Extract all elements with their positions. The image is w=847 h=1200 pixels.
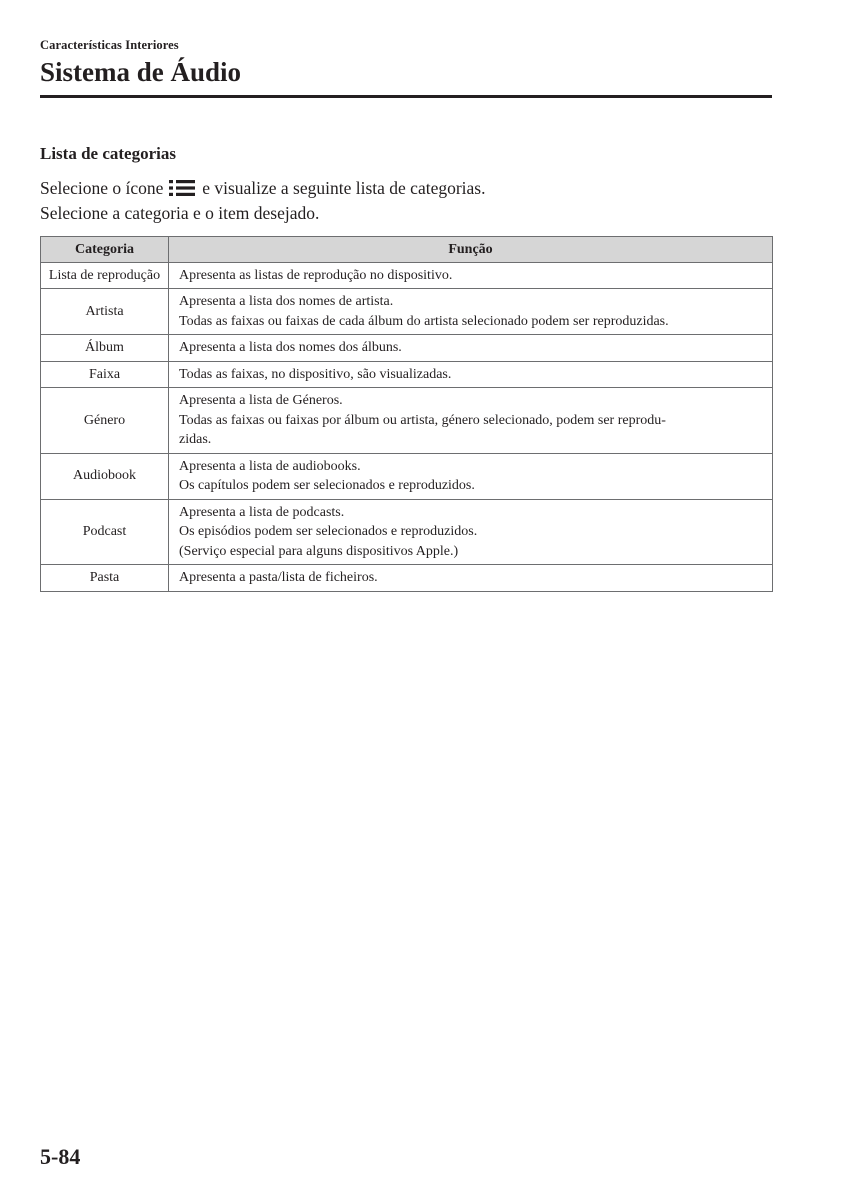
function-cell — [169, 565, 773, 592]
category-cell: Artista — [41, 289, 169, 335]
running-head: Características Interiores — [40, 38, 179, 52]
function-line: Apresenta a lista de Géneros. — [179, 393, 343, 408]
category-cell: Género — [41, 388, 169, 454]
function-line: Apresenta a lista de podcasts. — [179, 504, 345, 520]
function-line: Apresenta a lista de audiobooks. — [179, 458, 361, 474]
function-cell — [169, 335, 773, 362]
page-title: Sistema de Áudio — [40, 57, 242, 87]
table-row — [41, 262, 773, 289]
category-cell: Podcast — [41, 499, 169, 565]
header-funcao: Função — [169, 237, 773, 263]
function-line: Apresenta a lista dos nomes dos álbuns. — [179, 340, 402, 355]
category-cell: Faixa — [41, 361, 169, 388]
table-row — [41, 289, 773, 335]
intro-line-1 — [40, 176, 485, 201]
table-row — [41, 453, 773, 499]
function-line: Apresenta as listas de reprodução no dispositivo. — [179, 267, 453, 283]
category-cell: Álbum — [41, 335, 169, 362]
function-line: zidas. — [179, 432, 212, 447]
function-line: (Serviço especial para alguns dispositivos Apple.) — [179, 543, 459, 559]
function-line: Os capítulos podem ser selecionados e reproduzidos. — [179, 478, 475, 493]
function-line: Apresenta a pasta/lista de ficheiros. — [179, 570, 378, 585]
table-row — [41, 388, 773, 454]
function-cell — [169, 453, 773, 499]
intro-before-icon: Selecione o ícone — [40, 178, 164, 198]
function-cell — [169, 289, 773, 335]
category-cell: Pasta — [41, 565, 169, 592]
intro-text — [40, 176, 485, 226]
intro-after-icon: e visualize a seguinte lista de categorias. — [202, 178, 486, 198]
header-categoria: Categoria — [41, 237, 169, 263]
function-line: Todas as faixas ou faixas de cada álbum do artista selecionado podem ser reproduzidas. — [179, 313, 669, 329]
function-cell — [169, 361, 773, 388]
category-cell: Lista de reprodução — [41, 262, 169, 289]
table-row — [41, 361, 773, 388]
page-number: 5-84 — [40, 1144, 81, 1169]
table-row — [41, 335, 773, 362]
category-table — [40, 236, 773, 592]
title-rule — [40, 95, 772, 98]
function-line: Todas as faixas ou faixas por álbum ou artista, género selecionado, podem ser reprodu- — [179, 412, 666, 428]
function-cell — [169, 388, 773, 454]
function-cell — [169, 262, 773, 289]
function-cell — [169, 499, 773, 565]
function-line: Apresenta a lista dos nomes de artista. — [179, 294, 394, 309]
function-line: Os episódios podem ser selecionados e reproduzidos. — [179, 524, 478, 539]
section-heading: Lista de categorias — [40, 144, 176, 163]
table-row — [41, 565, 773, 592]
category-cell: Audiobook — [41, 453, 169, 499]
table-row — [41, 499, 773, 565]
function-line: Todas as faixas, no dispositivo, são visualizadas. — [179, 366, 452, 382]
intro-line-2: Selecione a categoria e o item desejado. — [40, 203, 320, 223]
list-menu-icon — [169, 180, 195, 196]
table-header-row — [41, 237, 773, 263]
